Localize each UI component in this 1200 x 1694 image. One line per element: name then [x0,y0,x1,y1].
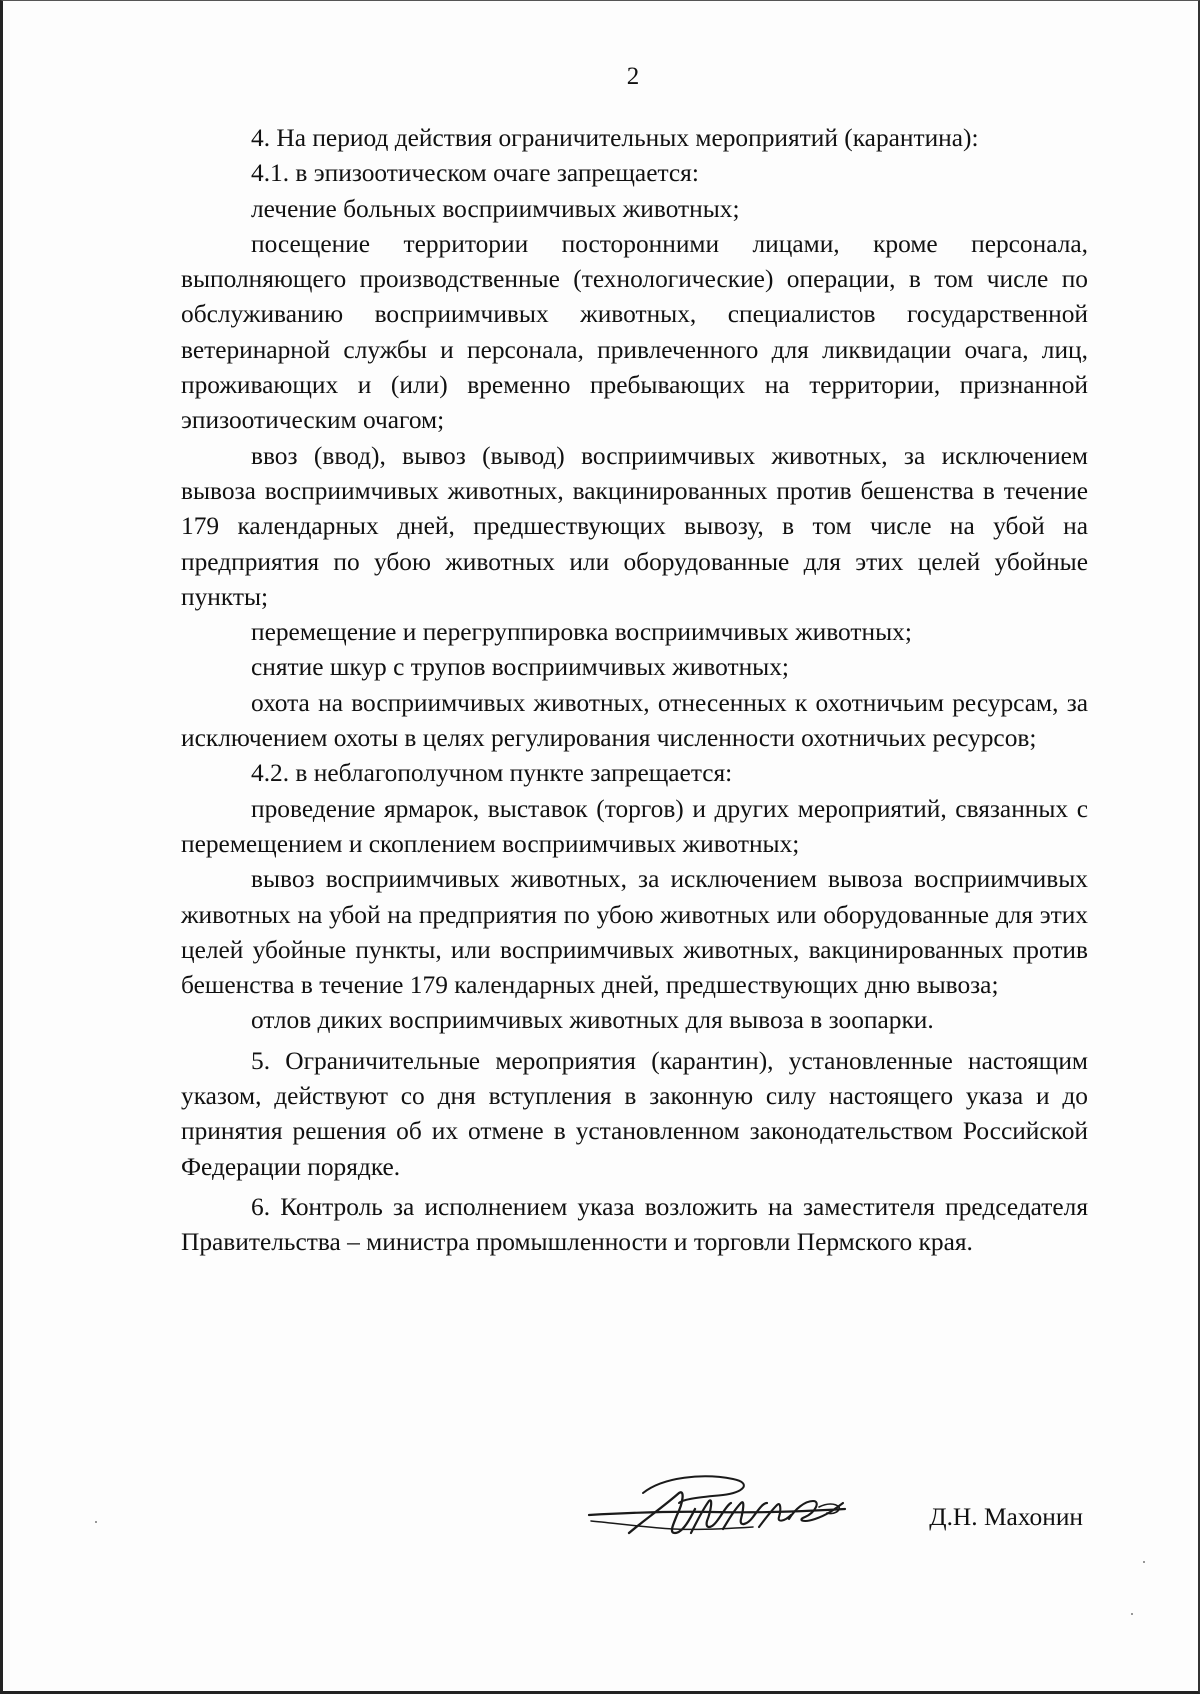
paragraph-6: 6. Контроль за исполнением указа возложить на заместителя председателя Правительства – министра промышленности и торговли Пермского края. [181,1192,1088,1257]
scan-speck [95,1521,97,1523]
paragraph-5: 5. Ограничительные мероприятия (карантин), установленные настоящим указом, действуют со дня вступления в законную силу настоящего указа и до принятия решения об их отмене в установленном законодательством Российской Федерации порядке. [181,1046,1088,1181]
paragraph-treatment-ban: лечение больных восприимчивых животных; [251,194,740,223]
paragraph-import-export-ban: ввоз (ввод), вывоз (вывод) восприимчивых животных, за исключением вывоза восприимчивых животных, вакцинированных против бешенства в течение 179 календарных дней, предшествующих вывозу, в том числе на убой на предприятия по убою животных или оборудованные для этих целей убойные пункты; [181,441,1088,611]
paragraph-4-1-header: 4.1. в эпизоотическом очаге запрещается: [251,159,699,188]
document-body [181,121,1088,1261]
paragraph-visit-ban: посещение территории посторонними лицами, кроме персонала, выполняющего производственные (технологические) операции, в том числе по обслуживанию восприимчивых животных, специалистов государственной ветеринарной службы и персонала, привлеченного для ликвидации очага, лиц, проживающих и (или) временно пребывающих на территории, признанной эпизоотическим очагом; [181,229,1088,435]
paragraph-trapping-ban: отлов диких восприимчивых животных для вывоза в зоопарки. [251,1006,934,1035]
paragraph-relocation-ban: перемещение и перегруппировка восприимчивых животных; [251,618,912,647]
page-number: 2 [626,63,640,90]
paragraph-fairs-ban: проведение ярмарок, выставок (торгов) и других мероприятий, связанных с перемещением и скоплением восприимчивых животных; [181,794,1088,858]
handwritten-signature-icon [583,1463,863,1553]
paragraph-export-ban: вывоз восприимчивых животных, за исключением вывоза восприимчивых животных на убой на предприятия по убою животных или оборудованные для этих целей убойные пункты, или восприимчивых животных, вакцинированных против бешенства в течение 179 календарных дней, предшествующих дню вывоза; [181,865,1088,1000]
scan-speck [1131,1613,1133,1615]
paragraph-skinning-ban: снятие шкур с трупов восприимчивых животных; [251,653,789,682]
signer-name: Д.Н. Махонин [929,1503,1083,1531]
paragraph-4-2-header: 4.2. в неблагополучном пункте запрещается: [251,759,733,788]
paragraph-4-header: 4. На период действия ограничительных мероприятий (карантина): [251,124,979,152]
paragraph-hunting-ban: охота на восприимчивых животных, отнесенных к охотничьим ресурсам, за исключением охоты в целях регулирования численности охотничьих ресурсов; [181,688,1088,753]
signature-block [583,1463,1083,1563]
scan-speck [1143,1561,1145,1563]
